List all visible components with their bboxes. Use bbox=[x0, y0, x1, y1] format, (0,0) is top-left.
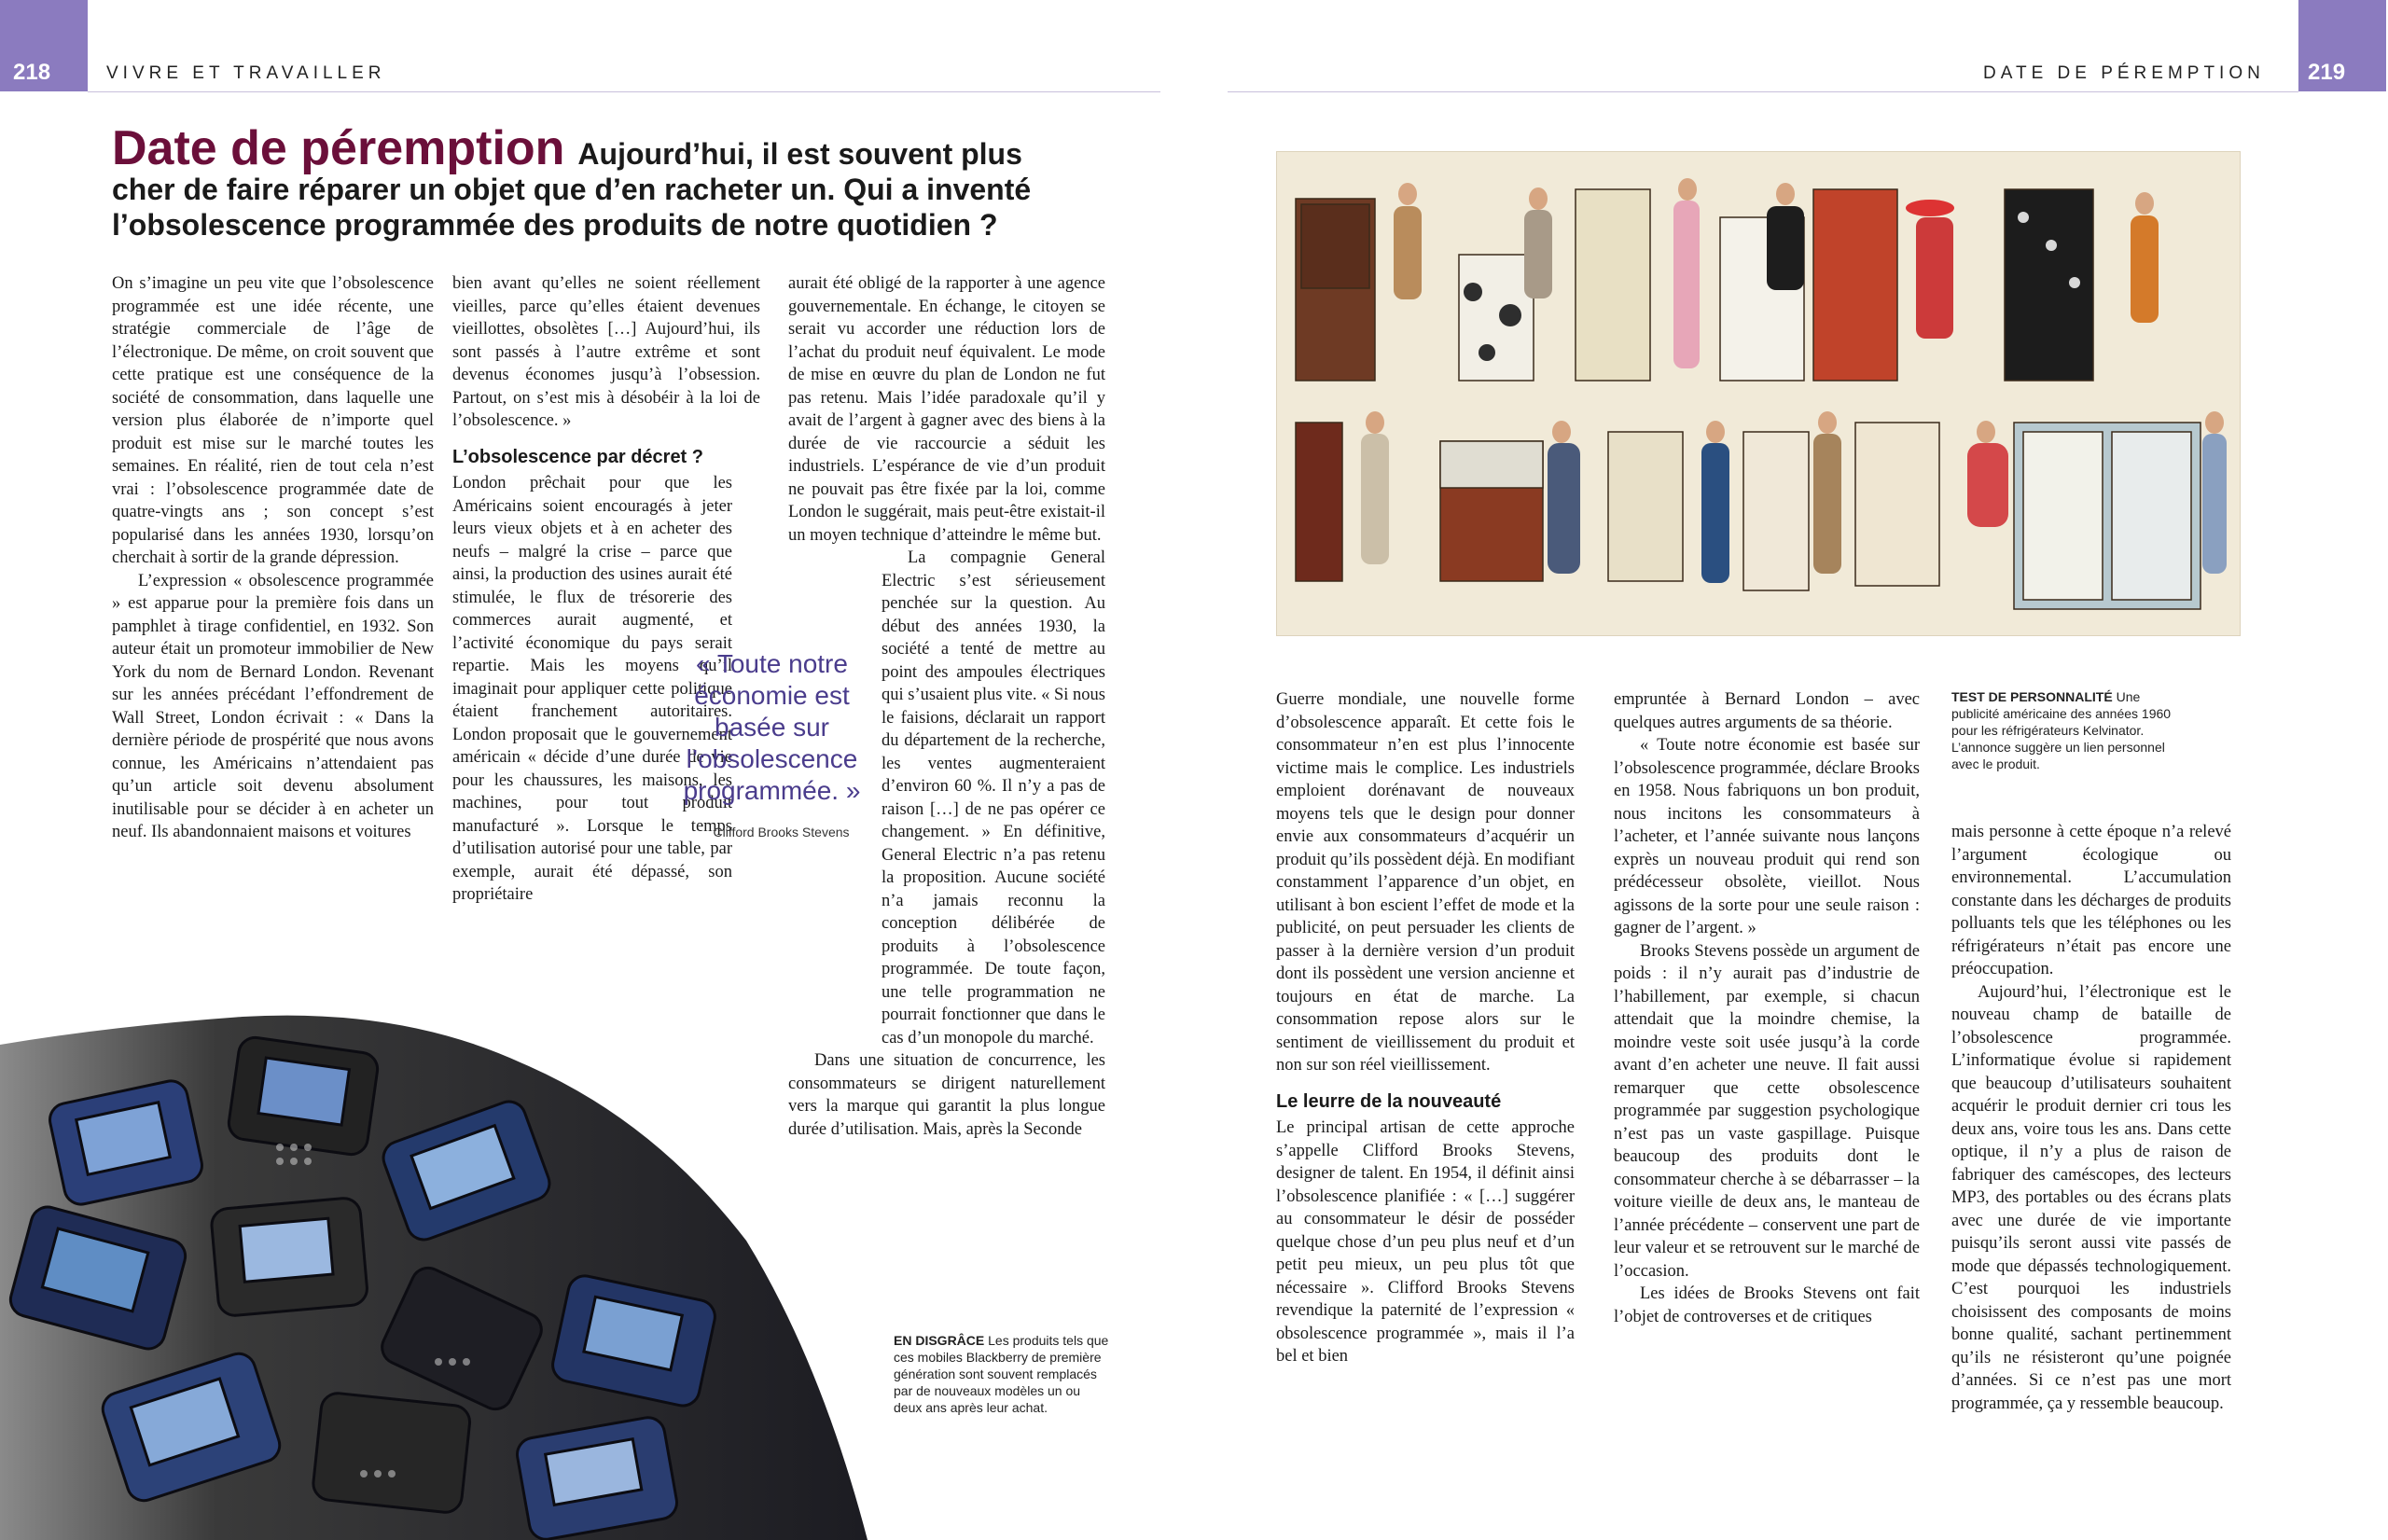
article-lead: Aujourd’hui, il est souvent plus cher de faire réparer un objet que d’en racheter un. Qui a inventé l’obsolescence programmée des produits de notre quotidien ? bbox=[112, 137, 1032, 242]
column-4 bbox=[1276, 688, 1575, 1368]
caption-lead: TEST DE PERSONNALITÉ bbox=[1951, 689, 2113, 704]
caption-phones bbox=[894, 1332, 1110, 1416]
paragraph: London prêchait pour que les Américains soient encouragés à jeter leurs vieux objets et à en acheter des neufs – malgré la crise – parce que ainsi, la production des usines aurait été stimulée, le flux de trésorerie des commerces aurait augmenté, et l’activité économique du pays serait repartie. Mais les moyens qu’il imaginait pour appliquer cette politique étaient franchement autoritaires. London proposait que le gouvernement américain « décide d’une durée de vie pour les chaussures, les maisons, les machines, pour tout produit manufacturé ». Lorsque le temps d’utilisation autorisé pour une table, par exemple, aurait été dépassé, son propriétaire bbox=[452, 474, 732, 904]
column-1 bbox=[112, 272, 434, 844]
section-heading: L’obsolescence par décret ? bbox=[452, 446, 703, 467]
running-head-right: DATE DE PÉREMPTION bbox=[1983, 63, 2265, 83]
caption-text: Une publicité américaine des années 1960 pour les réfrigérateurs Kelvinator. L’annonce suggère un lien personnel avec le produit. bbox=[1951, 689, 2172, 771]
phones-photo bbox=[0, 1007, 877, 1540]
article-title: Date de péremption bbox=[112, 121, 565, 175]
paragraph: mais personne à cette époque n’a relevé l’argument écologique ou environnemental. L’accumulation constante dans les décharges de produits polluants tels que les téléphones ou les réfrigérateurs n’était pas encore une préoccupation. bbox=[1951, 823, 2231, 978]
paragraph: On s’imagine un peu vite que l’obsolescence programmée est une idée récente, une stratégie commerciale de l’âge de l’électronique. De même, on croit souvent que cette pratique est une conséquence de la société de consommation, dans laquelle une version plus élaborée de n’importe quel produit est mise sur le marché toutes les semaines. En réalité, rien de tout cela n’est vrai : l’obsolescence programmée date de quatre-vingts ans ; son concept s’est popularisé dans les années 1930, lorsqu’on cherchait à sortir de la grande dépression. bbox=[112, 274, 434, 567]
page-number-left: 218 bbox=[13, 60, 51, 85]
page-number-right: 219 bbox=[2308, 60, 2346, 85]
paragraph: Le principal artisan de cette approche s’appelle Clifford Brooks Stevens, designer de talent. En 1954, il définit ainsi l’obsolescence planifiée : « […] suggérer au consommateur le désir de posséder quelque chose d’un peu plus neuf et d’un petit peu mieux, un peu plus tôt que nécessaire ». Clifford Brooks Stevens revendique la paternité de l’expression « obsolescence programmée », mais il l’a bel et bien bbox=[1276, 1118, 1575, 1366]
paragraph: Aujourd’hui, l’électronique est le nouveau champ de bataille de l’obsolescence programmée. L’informatique évolue si rapidement que beaucoup d’utilisateurs souhaitent acquérir le produit dernier cri tous les deux ans, voire tous les ans. Dans cette optique, il n’y a plus de raison de fabriquer des caméscopes, des lecteurs MP3, des portables ou des écrans plats avec une durée de vie importante puisqu’ils seront aussi vite passés de mode que dépassés technologiquement. C’est pourquoi les industriels choisissent des composants de moins bonne qualité, sachant pertinemment qu’ils ne résisteront qu’une poignée d’années. Si ce n’est pas une mort programmée, ça y ressemble beaucoup. bbox=[1951, 982, 2231, 1413]
paragraph: L’expression « obsolescence programmée » est apparue pour la première fois dans un pamphlet à tirage confidentiel, en 1932. Son auteur était un promoteur immobilier de New York du nom de Bernard London. Revenant sur les années précédant l’effondrement de Wall Street, London écrivait : « Dans la dernière période de prospérité que nous avons connue, les Américains n’attendaient pas qu’un article soit devenu absolument inutilisable pour se décider à en acheter un neuf. Ils abandonnaient maisons et voitures bbox=[112, 571, 434, 841]
pull-quote-attribution: Clifford Brooks Stevens bbox=[713, 825, 850, 839]
column-6 bbox=[1951, 821, 2231, 1415]
paragraph: « Toute notre économie est basée sur l’obsolescence programmée, déclare Brooks en 1958. Nous fabriquons un bon produit, nous incitons les consommateurs à l’acheter, et l’année suivante nous lançons exprès un nouveau produit qui rend son prédécesseur obsolète, vieillot. Nous agissons de la sorte pour une seule raison : gagner de l’argent. » bbox=[1614, 736, 1920, 937]
paragraph: Dans une situation de concurrence, les consommateurs se dirigent naturellement vers la marque qui garantit la plus longue durée d’utilisation. Mais, après la Seconde bbox=[788, 1051, 1105, 1139]
article-title-block bbox=[112, 121, 1091, 243]
caption-text: Les produits tels que ces mobiles Blackberry de première génération sont souvent remplacés par de nouveaux modèles un ou deux ans après leur achat. bbox=[894, 1333, 1109, 1415]
paragraph: bien avant qu’elles ne soient réellement vieilles, parce qu’elles étaient devenues vieillottes, obsolètes […] Aujourd’hui, ils sont passés à l’autre extrême et sont devenus économes jusqu’à l’obsession. Partout, on s’est mis à désobéir à la loi de l’obsolescence. » bbox=[452, 274, 760, 430]
header-rule-right bbox=[1228, 91, 2298, 92]
caption-lead: EN DISGRÂCE bbox=[894, 1333, 985, 1348]
column-5 bbox=[1614, 688, 1920, 1328]
paragraph: Guerre mondiale, une nouvelle forme d’obsolescence apparaît. Et cette fois le consommateur n’en est plus l’innocente victime mais le complice. Les industriels emploient dorénavant de nouveaux moyens tels que le design pour donner envie aux consommateurs d’acquérir un produit qu’ils possèdent déjà. En modifiant constamment l’apparence d’un objet, en utilisant à bon escient l’effet de mode et la publicité, on peut persuader les clients de passer à la dernière version d’un produit dont ils possèdent une version ancienne et toujours en état de marche. La consommation repose alors sur le sentiment de vieillissement du produit et non sur son réel vieillissement. bbox=[1276, 690, 1575, 1075]
header-rule-left bbox=[88, 91, 1160, 92]
column-2 bbox=[452, 272, 760, 907]
paragraph: Brooks Stevens possède un argument de poids : il n’y aurait pas d’industrie de l’habillement, par exemple, si chacun attendait que la moindre chemise, la moindre veste soit usée jusqu’à la corde avant d’en acheter une neuve. Il fait aussi remarquer que cette obsolescence programmée par suggestion psychologique n’est pas un vaste gaspillage. Puisque beaucoup des produits dont le consommateur cherche à se débarrasser – la voiture vieille de deux ans, le manteau de l’année précédente – conservent une part de leur valeur et se retrouvent sur le marché de l’occasion. bbox=[1614, 941, 1920, 1281]
paragraph: empruntée à Bernard London – avec quelques autres arguments de sa théorie. bbox=[1614, 690, 1920, 732]
section-heading: Le leurre de la nouveauté bbox=[1276, 1090, 1502, 1112]
pull-quote: « Toute notre économie est basée sur l’obsolescence programmée. » bbox=[683, 649, 861, 805]
paragraph: Les idées de Brooks Stevens ont fait l’objet de controverses et de critiques bbox=[1614, 1284, 1920, 1326]
kelvinator-ad-image bbox=[1276, 151, 2241, 636]
running-head-left: VIVRE ET TRAVAILLER bbox=[106, 63, 386, 83]
paragraph: La compagnie General Electric s’est sérieusement penchée sur la question. Au début des années 1930, la société a tenté de mettre au point des ampoules électriques qui s’usaient plus vite. « Si nous le faisions, déclarait un rapport du département de la recherche, les ventes augmenteraient d’environ 60 %. Il n’y a pas de raison […] de ne pas opérer ce changement. » En définitive, General Electric n’a pas retenu la proposition. Aucune société n’a jamais reconnu la conception délibérée de produits à l’obsolescence programmée. De toute façon, une telle programmation ne pourrait fonctionner que dans le cas d’un monopole du marché. bbox=[882, 548, 1105, 1047]
paragraph: aurait été obligé de la rapporter à une agence gouvernementale. En échange, le citoyen se serait vu accorder une réduction lors de l’achat du produit neuf équivalent. Le mode de mise en œuvre du plan de London ne fut pas retenu. Mais l’idée paradoxale qu’il y avait de l’argent à gagner avec des biens à la durée de vie raccourcie a séduit les industriels. L’espérance de vie d’un produit ne pouvait pas être fixée par la loi, comme London le suggérait, mais peut-être existait-il un moyen technique d’atteindre le même but. bbox=[788, 274, 1105, 545]
caption-ad bbox=[1951, 688, 2185, 772]
